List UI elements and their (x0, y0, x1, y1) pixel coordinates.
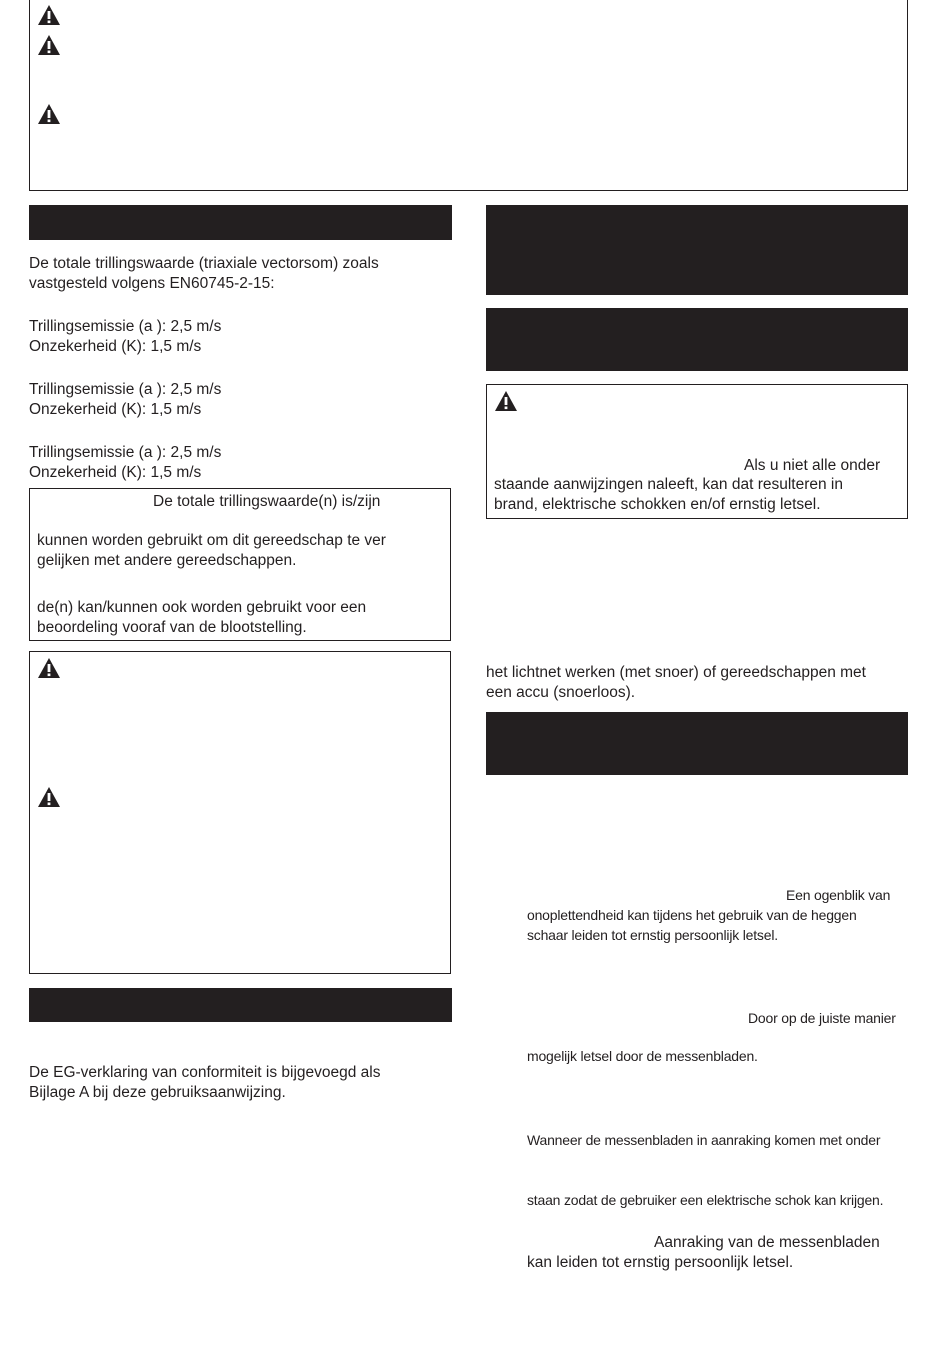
note-text: beoordeling vooraf van de blootstelling. (37, 619, 307, 636)
section-header-bar-hedge-trimmer (486, 712, 908, 775)
vibration-intro-line: vastgesteld volgens EN60745-2-15: (29, 275, 275, 292)
section-header-bar-safety (486, 205, 908, 295)
warning-triangle-icon (37, 657, 61, 679)
safety-text: mogelijk letsel door de messenbladen. (527, 1048, 758, 1064)
emission-value: Trillingsemissie (a ): 2,5 m/s (29, 381, 222, 398)
safety-text: Wanneer de messenbladen in aanraking komen met onder (527, 1132, 881, 1148)
conformity-text: Bijlage A bij deze gebruiksaanwijzing. (29, 1084, 286, 1101)
note-text: kunnen worden gebruikt om dit gereedschap te ver (37, 532, 386, 549)
powertool-definition: het lichtnet werken (met snoer) of gereedschappen met (486, 664, 866, 681)
safety-text: schaar leiden tot ernstig persoonlijk letsel. (527, 927, 778, 943)
section-header-bar-vibration (29, 205, 452, 240)
warning-triangle-icon (494, 390, 518, 412)
warning-text: staande aanwijzingen naleeft, kan dat resulteren in (494, 476, 843, 493)
safety-text: kan leiden tot ernstig persoonlijk letsel. (527, 1254, 794, 1271)
uncertainty-value: Onzekerheid (K): 1,5 m/s (29, 338, 202, 355)
note-text: gelijken met andere gereedschappen. (37, 552, 297, 569)
warning-triangle-icon (37, 103, 61, 125)
warning-triangle-icon (37, 34, 61, 56)
warning-text: Als u niet alle onder (744, 457, 881, 474)
uncertainty-value: Onzekerheid (K): 1,5 m/s (29, 401, 202, 418)
note-text: De totale trillingswaarde(n) is/zijn (153, 493, 381, 510)
warning-triangle-icon (37, 4, 61, 26)
warning-text: brand, elektrische schokken en/of ernstig letsel. (494, 496, 821, 513)
warning-triangle-icon (37, 786, 61, 808)
safety-text: onoplettendheid kan tijdens het gebruik van de heggen (527, 907, 857, 923)
section-header-bar-general (486, 308, 908, 371)
safety-text: Een ogenblik van (786, 887, 891, 903)
emission-value: Trillingsemissie (a ): 2,5 m/s (29, 318, 222, 335)
powertool-definition: een accu (snoerloos). (486, 684, 636, 701)
safety-text: Aanraking van de messenbladen (654, 1234, 880, 1251)
top-warning-frame (29, 0, 908, 191)
conformity-text: De EG-verklaring van conformiteit is bijgevoegd als (29, 1064, 381, 1081)
emission-value: Trillingsemissie (a ): 2,5 m/s (29, 444, 222, 461)
uncertainty-value: Onzekerheid (K): 1,5 m/s (29, 464, 202, 481)
vibration-intro-line: De totale trillingswaarde (triaxiale vectorsom) zoals (29, 255, 379, 272)
vibration-warning-box (29, 651, 451, 974)
note-text: de(n) kan/kunnen ook worden gebruikt voor een (37, 599, 367, 616)
section-header-bar-conformity (29, 988, 452, 1022)
safety-text: staan zodat de gebruiker een elektrische schok kan krijgen. (527, 1192, 884, 1208)
safety-text: Door op de juiste manier (748, 1010, 896, 1026)
